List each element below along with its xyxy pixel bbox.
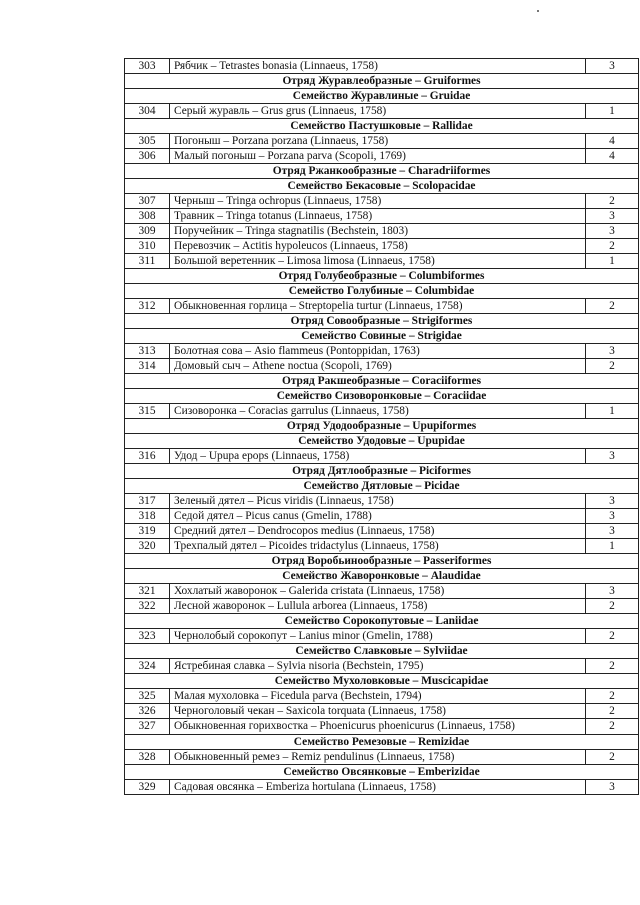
species-row	[125, 599, 639, 614]
taxon-header-row	[125, 614, 639, 629]
taxon-header-row	[125, 674, 639, 689]
taxon-header-row	[125, 479, 639, 494]
species-row	[125, 494, 639, 509]
taxon-header-row	[125, 765, 639, 780]
species-number: 326	[125, 704, 170, 719]
species-category: 2	[586, 629, 639, 644]
species-category: 2	[586, 359, 639, 374]
species-name: Домовый сыч – Athene noctua (Scopoli, 1769)	[170, 359, 586, 374]
species-category: 2	[586, 719, 639, 735]
species-category: 1	[586, 254, 639, 269]
species-row	[125, 209, 639, 224]
taxon-header-row	[125, 644, 639, 659]
species-category: 3	[586, 584, 639, 599]
species-category: 2	[586, 299, 639, 314]
species-name: Погоныш – Porzana porzana (Linnaeus, 1758)	[170, 134, 586, 149]
species-table-container	[124, 58, 638, 795]
species-name: Обыкновенная горлица – Streptopelia turtur (Linnaeus, 1758)	[170, 299, 586, 314]
species-number: 314	[125, 359, 170, 374]
species-row	[125, 704, 639, 719]
species-name: Малая мухоловка – Ficedula parva (Bechstein, 1794)	[170, 689, 586, 704]
taxon-header: Отряд Голубеобразные – Columbiformes	[125, 269, 639, 284]
taxon-header-row	[125, 464, 639, 479]
taxon-header: Отряд Совообразные – Strigiformes	[125, 314, 639, 329]
species-row	[125, 224, 639, 239]
species-category: 3	[586, 494, 639, 509]
species-number: 323	[125, 629, 170, 644]
taxon-header-row	[125, 284, 639, 299]
species-row	[125, 149, 639, 164]
taxon-header-row	[125, 74, 639, 89]
species-number: 316	[125, 449, 170, 464]
taxon-header: Семейство Дятловые – Picidae	[125, 479, 639, 494]
taxon-header: Семейство Сизоворонковые – Coraciidae	[125, 389, 639, 404]
species-row	[125, 719, 639, 735]
species-number: 309	[125, 224, 170, 239]
species-number: 313	[125, 344, 170, 359]
species-name: Седой дятел – Picus canus (Gmelin, 1788)	[170, 509, 586, 524]
taxon-header: Семейство Овсянковые – Emberizidae	[125, 765, 639, 780]
species-name: Удод – Upupa epops (Linnaeus, 1758)	[170, 449, 586, 464]
taxon-header-row	[125, 314, 639, 329]
species-number: 305	[125, 134, 170, 149]
species-name: Рябчик – Tetrastes bonasia (Linnaeus, 1758)	[170, 59, 586, 74]
species-row	[125, 629, 639, 644]
species-table-body	[125, 59, 639, 795]
species-number: 325	[125, 689, 170, 704]
species-row	[125, 359, 639, 374]
species-number: 310	[125, 239, 170, 254]
taxon-header-row	[125, 554, 639, 569]
species-name: Травник – Tringa totanus (Linnaeus, 1758)	[170, 209, 586, 224]
species-table	[124, 58, 639, 795]
taxon-header: Семейство Славковые – Sylviidae	[125, 644, 639, 659]
species-name: Лесной жаворонок – Lullula arborea (Linnaeus, 1758)	[170, 599, 586, 614]
species-number: 304	[125, 104, 170, 119]
species-row	[125, 539, 639, 554]
species-number: 311	[125, 254, 170, 269]
species-row	[125, 780, 639, 795]
species-number: 317	[125, 494, 170, 509]
species-name: Средний дятел – Dendrocopos medius (Linnaeus, 1758)	[170, 524, 586, 539]
taxon-header-row	[125, 329, 639, 344]
species-row	[125, 239, 639, 254]
taxon-header: Семейство Ремезовые – Remizidae	[125, 735, 639, 750]
species-number: 321	[125, 584, 170, 599]
species-row	[125, 524, 639, 539]
species-name: Садовая овсянка – Emberiza hortulana (Linnaeus, 1758)	[170, 780, 586, 795]
taxon-header: Семейство Сорокопутовые – Laniidae	[125, 614, 639, 629]
species-row	[125, 750, 639, 765]
species-category: 3	[586, 780, 639, 795]
species-number: 312	[125, 299, 170, 314]
taxon-header: Семейство Совиные – Strigidae	[125, 329, 639, 344]
species-name: Поручейник – Tringa stagnatilis (Bechstein, 1803)	[170, 224, 586, 239]
species-number: 329	[125, 780, 170, 795]
species-number: 319	[125, 524, 170, 539]
species-number: 328	[125, 750, 170, 765]
species-name: Трехпалый дятел – Picoides tridactylus (Linnaeus, 1758)	[170, 539, 586, 554]
species-number: 315	[125, 404, 170, 419]
species-name: Черноголовый чекан – Saxicola torquata (Linnaeus, 1758)	[170, 704, 586, 719]
species-name: Малый погоныш – Porzana parva (Scopoli, 1769)	[170, 149, 586, 164]
species-category: 1	[586, 404, 639, 419]
species-row	[125, 194, 639, 209]
species-number: 307	[125, 194, 170, 209]
taxon-header: Семейство Мухоловковые – Muscicapidae	[125, 674, 639, 689]
taxon-header: Отряд Дятлообразные – Piciformes	[125, 464, 639, 479]
species-name: Болотная сова – Asio flammeus (Pontoppidan, 1763)	[170, 344, 586, 359]
species-category: 3	[586, 59, 639, 74]
species-name: Перевозчик – Actitis hypoleucos (Linnaeus, 1758)	[170, 239, 586, 254]
taxon-header-row	[125, 389, 639, 404]
species-category: 3	[586, 344, 639, 359]
taxon-header: Семейство Удодовые – Upupidae	[125, 434, 639, 449]
species-row	[125, 659, 639, 674]
species-number: 327	[125, 719, 170, 735]
taxon-header: Отряд Ракшеобразные – Coraciiformes	[125, 374, 639, 389]
taxon-header: Семейство Журавлиные – Gruidae	[125, 89, 639, 104]
species-category: 3	[586, 509, 639, 524]
taxon-header-row	[125, 89, 639, 104]
species-name: Обыкновенная горихвостка – Phoenicurus phoenicurus (Linnaeus, 1758)	[170, 719, 586, 735]
species-number: 308	[125, 209, 170, 224]
taxon-header: Отряд Ржанкообразные – Charadriiformes	[125, 164, 639, 179]
species-category: 1	[586, 539, 639, 554]
species-category: 2	[586, 689, 639, 704]
taxon-header-row	[125, 269, 639, 284]
species-name: Серый журавль – Grus grus (Linnaeus, 1758)	[170, 104, 586, 119]
species-row	[125, 134, 639, 149]
taxon-header: Отряд Журавлеобразные – Gruiformes	[125, 74, 639, 89]
species-number: 322	[125, 599, 170, 614]
species-name: Обыкновенный ремез – Remiz pendulinus (Linnaeus, 1758)	[170, 750, 586, 765]
taxon-header: Отряд Удодообразные – Upupiformes	[125, 419, 639, 434]
taxon-header: Семейство Бекасовые – Scolopacidae	[125, 179, 639, 194]
species-name: Большой веретенник – Limosa limosa (Linnaeus, 1758)	[170, 254, 586, 269]
scan-speck	[537, 10, 539, 12]
species-number: 306	[125, 149, 170, 164]
taxon-header: Отряд Воробьинообразные – Passeriformes	[125, 554, 639, 569]
species-number: 324	[125, 659, 170, 674]
species-category: 2	[586, 239, 639, 254]
species-category: 3	[586, 224, 639, 239]
species-row	[125, 404, 639, 419]
taxon-header: Семейство Жаворонковые – Alaudidae	[125, 569, 639, 584]
species-category: 2	[586, 599, 639, 614]
taxon-header-row	[125, 179, 639, 194]
species-category: 3	[586, 449, 639, 464]
species-name: Зеленый дятел – Picus viridis (Linnaeus, 1758)	[170, 494, 586, 509]
species-number: 303	[125, 59, 170, 74]
species-number: 318	[125, 509, 170, 524]
species-row	[125, 299, 639, 314]
species-row	[125, 509, 639, 524]
species-row	[125, 59, 639, 74]
species-row	[125, 104, 639, 119]
species-row	[125, 344, 639, 359]
species-name: Сизоворонка – Coracias garrulus (Linnaeus, 1758)	[170, 404, 586, 419]
taxon-header-row	[125, 419, 639, 434]
taxon-header-row	[125, 164, 639, 179]
species-category: 4	[586, 134, 639, 149]
species-row	[125, 584, 639, 599]
taxon-header-row	[125, 569, 639, 584]
species-category: 1	[586, 104, 639, 119]
species-row	[125, 449, 639, 464]
species-category: 3	[586, 209, 639, 224]
taxon-header-row	[125, 374, 639, 389]
taxon-header-row	[125, 735, 639, 750]
species-row	[125, 689, 639, 704]
species-category: 2	[586, 659, 639, 674]
species-number: 320	[125, 539, 170, 554]
species-category: 2	[586, 194, 639, 209]
species-name: Чернолобый сорокопут – Lanius minor (Gmelin, 1788)	[170, 629, 586, 644]
species-category: 2	[586, 750, 639, 765]
species-row	[125, 254, 639, 269]
species-category: 3	[586, 524, 639, 539]
taxon-header-row	[125, 119, 639, 134]
taxon-header-row	[125, 434, 639, 449]
species-category: 2	[586, 704, 639, 719]
taxon-header: Семейство Голубиные – Columbidae	[125, 284, 639, 299]
species-name: Ястребиная славка – Sylvia nisoria (Bechstein, 1795)	[170, 659, 586, 674]
taxon-header: Семейство Пастушковые – Rallidae	[125, 119, 639, 134]
species-category: 4	[586, 149, 639, 164]
species-name: Хохлатый жаворонок – Galerida cristata (Linnaeus, 1758)	[170, 584, 586, 599]
species-name: Черныш – Tringa ochropus (Linnaeus, 1758)	[170, 194, 586, 209]
